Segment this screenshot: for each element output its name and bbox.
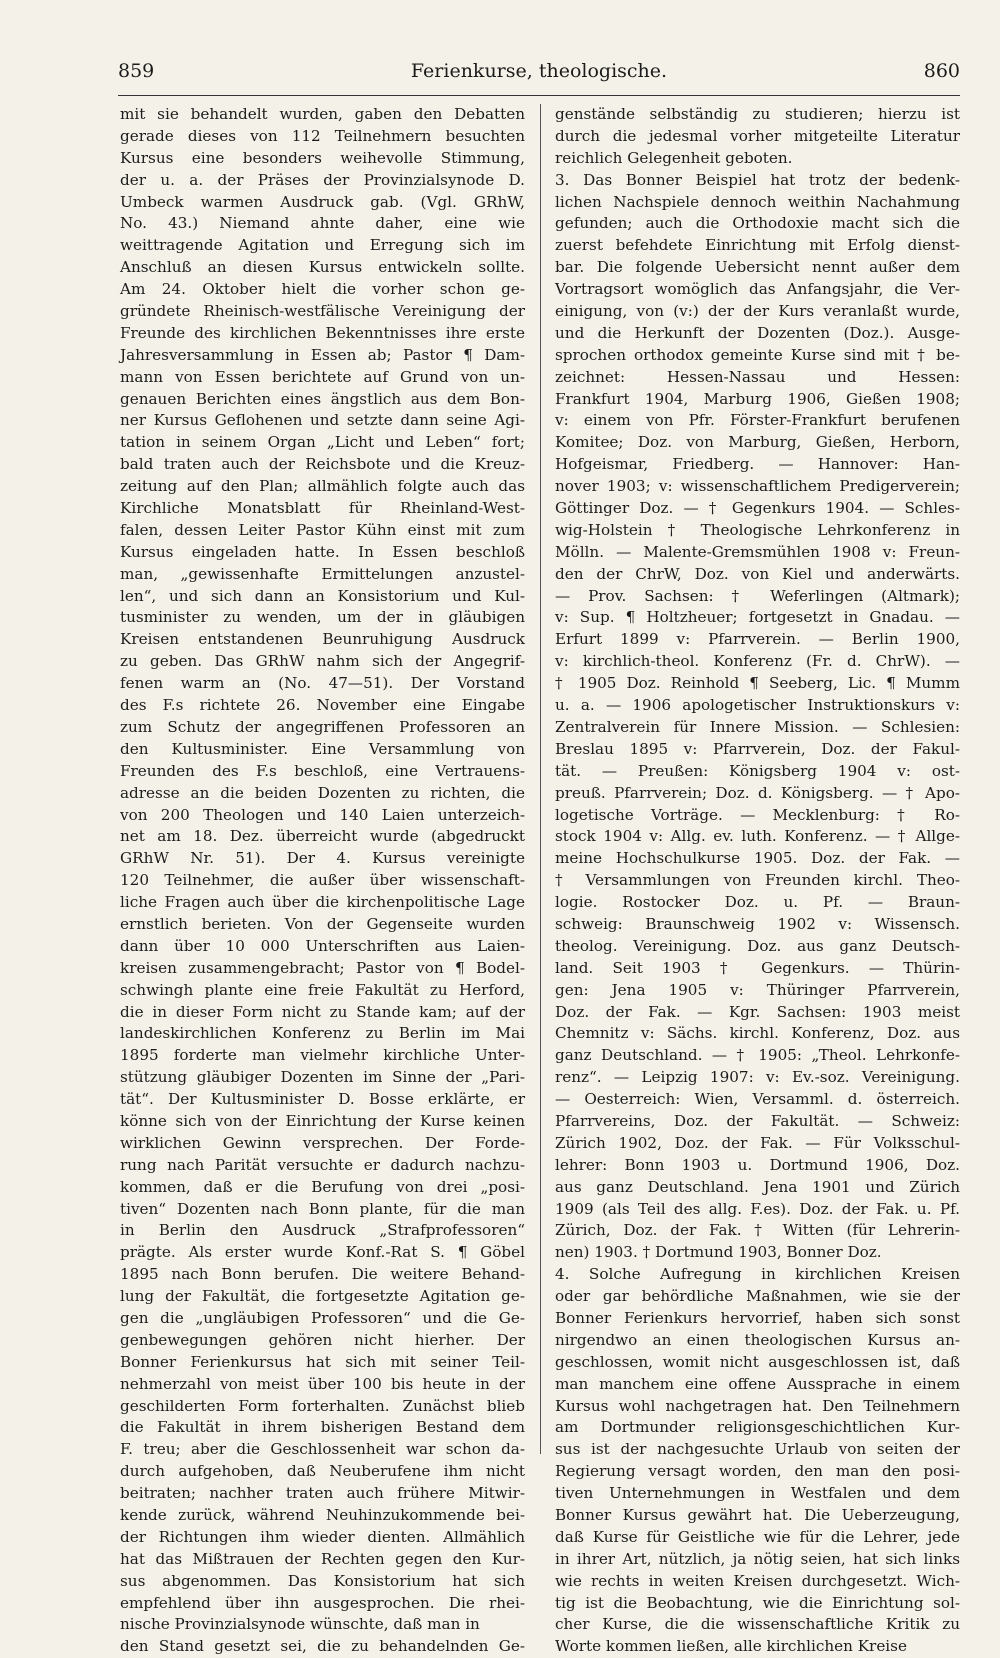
text-line: gen: Jena 1905 v: Thüringer Pfarrverein,: [555, 980, 960, 999]
text-line: net am 18. Dez. überreicht wurde (abgedruckt: [120, 827, 525, 846]
text-line: wig-Holstein † Theologische Lehrkonferenz in: [555, 520, 960, 539]
right-column: [555, 104, 960, 1656]
text-line: stock 1904 v: Allg. ev. luth. Konferenz. — † Allge-: [555, 827, 960, 846]
text-line: am Dortmunder religionsgeschichtlichen Kur-: [555, 1418, 960, 1437]
text-line: nische Provinzialsynode wünschte, daß man in: [120, 1615, 480, 1634]
text-line: logetische Vorträge. — Mecklenburg: † Ro-: [555, 805, 960, 824]
text-line: Göttinger Doz. — † Gegenkurs 1904. — Schles-: [555, 499, 960, 518]
text-line: Kursus eine besonders weihevolle Stimmung,: [120, 148, 525, 167]
text-line: † Versammlungen von Freunden kirchl. Theo-: [555, 871, 960, 890]
text-line: lehrer: Bonn 1903 u. Dortmund 1906, Doz.: [555, 1155, 960, 1174]
running-title: Ferienkurse, theologische.: [410, 60, 668, 82]
text-line: zu geben. Das GRhW nahm sich der Angegrif-: [120, 652, 525, 671]
text-line: tation in seinem Organ „Licht und Leben“ fort;: [120, 433, 525, 452]
text-line: — Oesterreich: Wien, Versamml. d. österreich.: [555, 1090, 960, 1109]
text-line: meine Hochschulkurse 1905. Doz. der Fak. —: [555, 849, 960, 868]
text-line: renz“. — Leipzig 1907: v: Ev.-soz. Vereinigung.: [555, 1068, 960, 1087]
text-line: geschilderten Form forterhalten. Zunächst blieb: [120, 1396, 525, 1415]
text-line: lung der Fakultät, die fortgesetzte Agitation ge-: [120, 1287, 525, 1306]
text-line: weittragende Agitation und Erregung sich im: [120, 236, 525, 255]
text-line: † 1905 Doz. Reinhold ¶ Seeberg, Lic. ¶ Mumm: [555, 674, 960, 693]
text-line: zeichnet: Hessen-Nassau und Hessen:: [555, 367, 960, 386]
text-line: landeskirchlichen Konferenz zu Berlin im Mai: [120, 1024, 525, 1043]
text-line: daß Kurse für Geistliche wie für die Lehrer, jede: [555, 1527, 960, 1546]
text-line: cher Kurse, die die wissenschaftliche Kritik zu: [555, 1615, 960, 1634]
text-line: mit sie behandelt wurden, gaben den Debatten: [120, 105, 525, 123]
text-line: land. Seit 1903 † Gegenkurs. — Thürin-: [555, 958, 960, 977]
text-line: GRhW Nr. 51). Der 4. Kursus vereinigte: [120, 849, 525, 868]
text-line: in Berlin den Ausdruck „Strafprofessoren“: [120, 1221, 525, 1240]
text-line: Vortragsort womöglich das Anfangsjahr, die Ver-: [555, 280, 960, 299]
text-line: Anschluß an diesen Kursus entwickeln sollte.: [120, 258, 525, 277]
text-line: logie. Rostocker Doz. u. Pf. — Braun-: [555, 893, 960, 912]
text-line: Worte kommen ließen, alle kirchlichen Kreise: [555, 1637, 907, 1656]
left-column: [120, 104, 525, 1656]
text-line: kende zurück, während Neuhinzukommende bei-: [120, 1506, 525, 1524]
text-line: tiven Unternehmungen in Westfalen und dem: [555, 1484, 960, 1503]
text-line: Hofgeismar, Friedberg. — Hannover: Han-: [555, 455, 960, 474]
text-line: durch aufgehoben, daß Neuberufene ihm nicht: [120, 1462, 525, 1481]
text-line: falen, dessen Leiter Pastor Kühn einst mit zum: [120, 520, 525, 539]
text-line: preuß. Pfarrverein; Doz. d. Königsberg. — † Apo-: [555, 783, 960, 802]
text-line: Kreisen entstandenen Beunruhigung Ausdruck: [120, 630, 525, 649]
text-line: sus ist der nachgesuchte Urlaub von seiten der: [555, 1440, 960, 1459]
text-line: oder gar behördliche Maßnahmen, wie sie der: [555, 1287, 960, 1306]
text-line: sus abgenommen. Das Konsistorium hat sich: [120, 1571, 525, 1590]
page-number-left: 859: [118, 60, 155, 82]
text-line: Freunden des F.s beschloß, eine Vertrauens-: [120, 761, 525, 780]
text-line: tig ist die Beobachtung, wie die Einrichtung sol-: [555, 1593, 960, 1612]
text-line: Kursus wohl nachgetragen hat. Den Teilnehmern: [555, 1396, 960, 1415]
text-line: schwingh plante eine freie Fakultät zu Herford,: [120, 980, 525, 999]
text-line: prägte. Als erster wurde Konf.-Rat S. ¶ Göbel: [120, 1243, 525, 1262]
text-line: Pfarrvereins, Doz. der Fakultät. — Schweiz:: [555, 1111, 960, 1130]
column-divider: [540, 104, 541, 1454]
text-line: durch die jedesmal vorher mitgeteilte Literatur: [555, 126, 960, 145]
text-line: die in dieser Form nicht zu Stande kam; auf der: [120, 1002, 525, 1021]
text-line: bald traten auch der Reichsbote und die Kreuz-: [120, 455, 525, 474]
header-rule: [118, 95, 960, 96]
text-line: Doz. der Fak. — Kgr. Sachsen: 1903 meist: [555, 1002, 960, 1021]
text-line: zuerst befehdete Einrichtung mit Erfolg dienst-: [555, 236, 960, 255]
text-line: einigung, von (v:) der der Kurs veranlaßt wurde,: [555, 302, 960, 321]
text-line: zeitung auf den Plan; allmählich folgte auch das: [120, 477, 525, 496]
text-line: könne sich von der Einrichtung der Kurse keinen: [120, 1111, 525, 1130]
text-line: beitraten; nachher traten auch frühere Mitwir-: [120, 1484, 525, 1503]
text-line: Breslau 1895 v: Pfarrverein, Doz. der Fakul-: [555, 739, 960, 758]
text-line: nen) 1903. † Dortmund 1903, Bonner Doz.: [555, 1243, 882, 1262]
text-line: der Richtungen ihm wieder dienten. Allmählich: [120, 1527, 525, 1546]
text-line: empfehlend über ihn ausgesprochen. Die rhei-: [120, 1593, 525, 1612]
text-line: 1909 (als Teil des allg. F.es). Doz. der Fak. u. Pf.: [555, 1199, 960, 1218]
text-line: genbewegungen gehören nicht hierher. Der: [120, 1330, 525, 1349]
text-line: genauen Berichten eines ängstlich aus dem Bon-: [120, 389, 525, 408]
text-line: von 200 Theologen und 140 Laien unterzeich-: [120, 805, 525, 824]
text-line: Kursus eingeladen hatte. In Essen beschloß: [120, 542, 525, 561]
text-line: in ihrer Art, nützlich, ja nötig seien, hat sich links: [555, 1549, 960, 1568]
text-line: u. a. — 1906 apologetischer Instruktionskurs v:: [555, 696, 960, 715]
text-line: Am 24. Oktober hielt die vorher schon ge-: [120, 280, 525, 299]
text-line: man, „gewissenhafte Ermittelungen anzustel-: [120, 564, 525, 583]
text-line: 3. Das Bonner Beispiel hat trotz der bedenk-: [555, 170, 960, 189]
text-line: len“, und sich dann an Konsistorium und Kul-: [120, 586, 525, 605]
text-line: nirgendwo an einen theologischen Kursus an-: [555, 1330, 960, 1349]
text-line: wie rechts in weiten Kreisen durchgesetzt. Wich-: [555, 1571, 960, 1590]
text-line: gerade dieses von 112 Teilnehmern besuchten: [120, 126, 525, 145]
text-line: 4. Solche Aufregung in kirchlichen Kreisen: [555, 1265, 960, 1284]
text-line: v: einem von Pfr. Förster-Frankfurt berufenen: [555, 411, 960, 430]
text-line: Regierung versagt worden, den man den posi-: [555, 1462, 960, 1481]
text-line: 1895 forderte man vielmehr kirchliche Unter-: [120, 1046, 525, 1065]
text-line: 120 Teilnehmer, die außer über wissenschaft-: [120, 871, 525, 890]
text-line: Frankfurt 1904, Marburg 1906, Gießen 1908;: [555, 389, 960, 408]
text-line: Freunde des kirchlichen Bekenntnisses ihre erste: [120, 323, 525, 342]
text-line: tät“. Der Kultusminister D. Bosse erklärte, er: [120, 1090, 525, 1109]
text-line: nehmerzahl von meist über 100 bis heute in der: [120, 1374, 525, 1393]
text-line: hat das Mißtrauen der Rechten gegen den Kur-: [120, 1549, 525, 1568]
text-line: 1895 nach Bonn berufen. Die weitere Behand-: [120, 1265, 525, 1284]
text-line: Erfurt 1899 v: Pfarrverein. — Berlin 1900,: [555, 630, 960, 649]
text-line: die Fakultät in ihrem bisherigen Bestand dem: [120, 1418, 525, 1437]
text-line: der u. a. der Präses der Provinzialsynode D.: [120, 170, 525, 189]
text-line: genstände selbständig zu studieren; hierzu ist: [555, 105, 960, 123]
text-line: zum Schutz der angegriffenen Professoren an: [120, 717, 525, 736]
text-line: bar. Die folgende Uebersicht nennt außer dem: [555, 258, 960, 277]
text-line: F. treu; aber die Geschlossenheit war schon da-: [120, 1440, 525, 1459]
text-line: Bonner Ferienkurs hervorrief, haben sich sonst: [555, 1308, 960, 1327]
text-line: Chemnitz v: Sächs. kirchl. Konferenz, Doz. aus: [555, 1024, 960, 1043]
text-line: liche Fragen auch über die kirchenpolitische Lage: [120, 893, 525, 912]
text-line: Bonner Kursus gewährt hat. Die Ueberzeugung,: [555, 1506, 960, 1524]
text-line: aus ganz Deutschland. Jena 1901 und Zürich: [555, 1177, 960, 1196]
running-header: [118, 60, 960, 90]
text-line: mann von Essen berichtete auf Grund von un-: [120, 367, 525, 386]
text-line: ner Kursus Geflohenen und setzte dann seine Agi-: [120, 411, 525, 430]
text-line: Jahresversammlung in Essen ab; Pastor ¶ Dam-: [120, 345, 525, 364]
text-line: Mölln. — Malente-Gremsmühlen 1908 v: Freun-: [555, 542, 960, 561]
text-line: Zürich, Doz. der Fak. † Witten (für Lehrerin-: [555, 1221, 960, 1240]
text-line: ganz Deutschland. — † 1905: „Theol. Lehrkonfe-: [555, 1046, 960, 1065]
text-line: sprochen orthodox gemeinte Kurse sind mit † be-: [555, 345, 960, 364]
text-line: geschlossen, womit nicht ausgeschlossen ist, daß: [555, 1352, 960, 1371]
text-line: den Stand gesetzt sei, die zu behandelnden Ge-: [120, 1637, 525, 1656]
text-line: — Prov. Sachsen: † Weferlingen (Altmark);: [555, 586, 960, 605]
text-line: v: Sup. ¶ Holtzheuer; fortgesetzt in Gnadau. —: [555, 608, 960, 627]
text-line: fenen warm an (No. 47—51). Der Vorstand: [120, 674, 525, 693]
text-line: dann über 10 000 Unterschriften aus Laien-: [120, 936, 525, 955]
page-number-right: 860: [923, 60, 960, 82]
text-line: kommen, daß er die Berufung von drei „posi-: [120, 1177, 525, 1196]
text-line: man manchem eine offene Aussprache in einem: [555, 1374, 960, 1393]
text-line: Umbeck warmen Ausdruck gab. (Vgl. GRhW,: [120, 192, 525, 211]
text-line: stützung gläubiger Dozenten im Sinne der „Pari-: [120, 1068, 525, 1087]
text-line: tusminister zu wenden, um der in gläubigen: [120, 608, 525, 627]
text-line: den der ChrW, Doz. von Kiel und anderwärts.: [555, 564, 960, 583]
text-line: und die Herkunft der Dozenten (Doz.). Ausge-: [555, 323, 960, 342]
text-line: theolog. Vereinigung. Doz. aus ganz Deutsch-: [555, 936, 960, 955]
text-line: schweig: Braunschweig 1902 v: Wissensch.: [555, 914, 960, 933]
text-line: Kirchliche Monatsblatt für Rheinland-West-: [120, 499, 525, 518]
text-line: des F.s richtete 26. November eine Eingabe: [120, 696, 525, 715]
text-line: v: kirchlich-theol. Konferenz (Fr. d. ChrW). —: [555, 652, 960, 671]
text-line: gen die „ungläubigen Professoren“ und die Ge-: [120, 1308, 525, 1327]
text-line: tät. — Preußen: Königsberg 1904 v: ost-: [555, 761, 960, 780]
text-line: rung nach Parität versuchte er dadurch nachzu-: [120, 1155, 525, 1174]
text-line: kreisen zusammengebracht; Pastor von ¶ Bodel-: [120, 958, 525, 977]
text-line: wirklichen Gewinn versprechen. Der Forde-: [120, 1133, 525, 1152]
text-line: Zürich 1902, Doz. der Fak. — Für Volksschul-: [555, 1133, 960, 1152]
text-line: Komitee; Doz. von Marburg, Gießen, Herborn,: [555, 433, 960, 452]
text-line: lichen Nachspiele dennoch weithin Nachahmung: [555, 192, 960, 211]
text-line: adresse an die beiden Dozenten zu richten, die: [120, 783, 525, 802]
text-line: Bonner Ferienkursus hat sich mit seiner Teil-: [120, 1352, 525, 1371]
text-line: reichlich Gelegenheit geboten.: [555, 148, 793, 167]
text-line: Zentralverein für Innere Mission. — Schlesien:: [555, 717, 960, 736]
text-line: tiven“ Dozenten nach Bonn plante, für die man: [120, 1199, 525, 1218]
text-line: gründete Rheinisch-westfälische Vereinigung der: [120, 302, 525, 321]
text-line: ernstlich berieten. Von der Gegenseite wurden: [120, 914, 525, 933]
text-line: den Kultusminister. Eine Versammlung von: [120, 739, 525, 758]
text-line: gefunden; auch die Orthodoxie macht sich die: [555, 214, 960, 233]
text-line: nover 1903; v: wissenschaftlichem Predigerverein;: [555, 477, 960, 496]
text-line: No. 43.) Niemand ahnte daher, eine wie: [120, 214, 525, 233]
